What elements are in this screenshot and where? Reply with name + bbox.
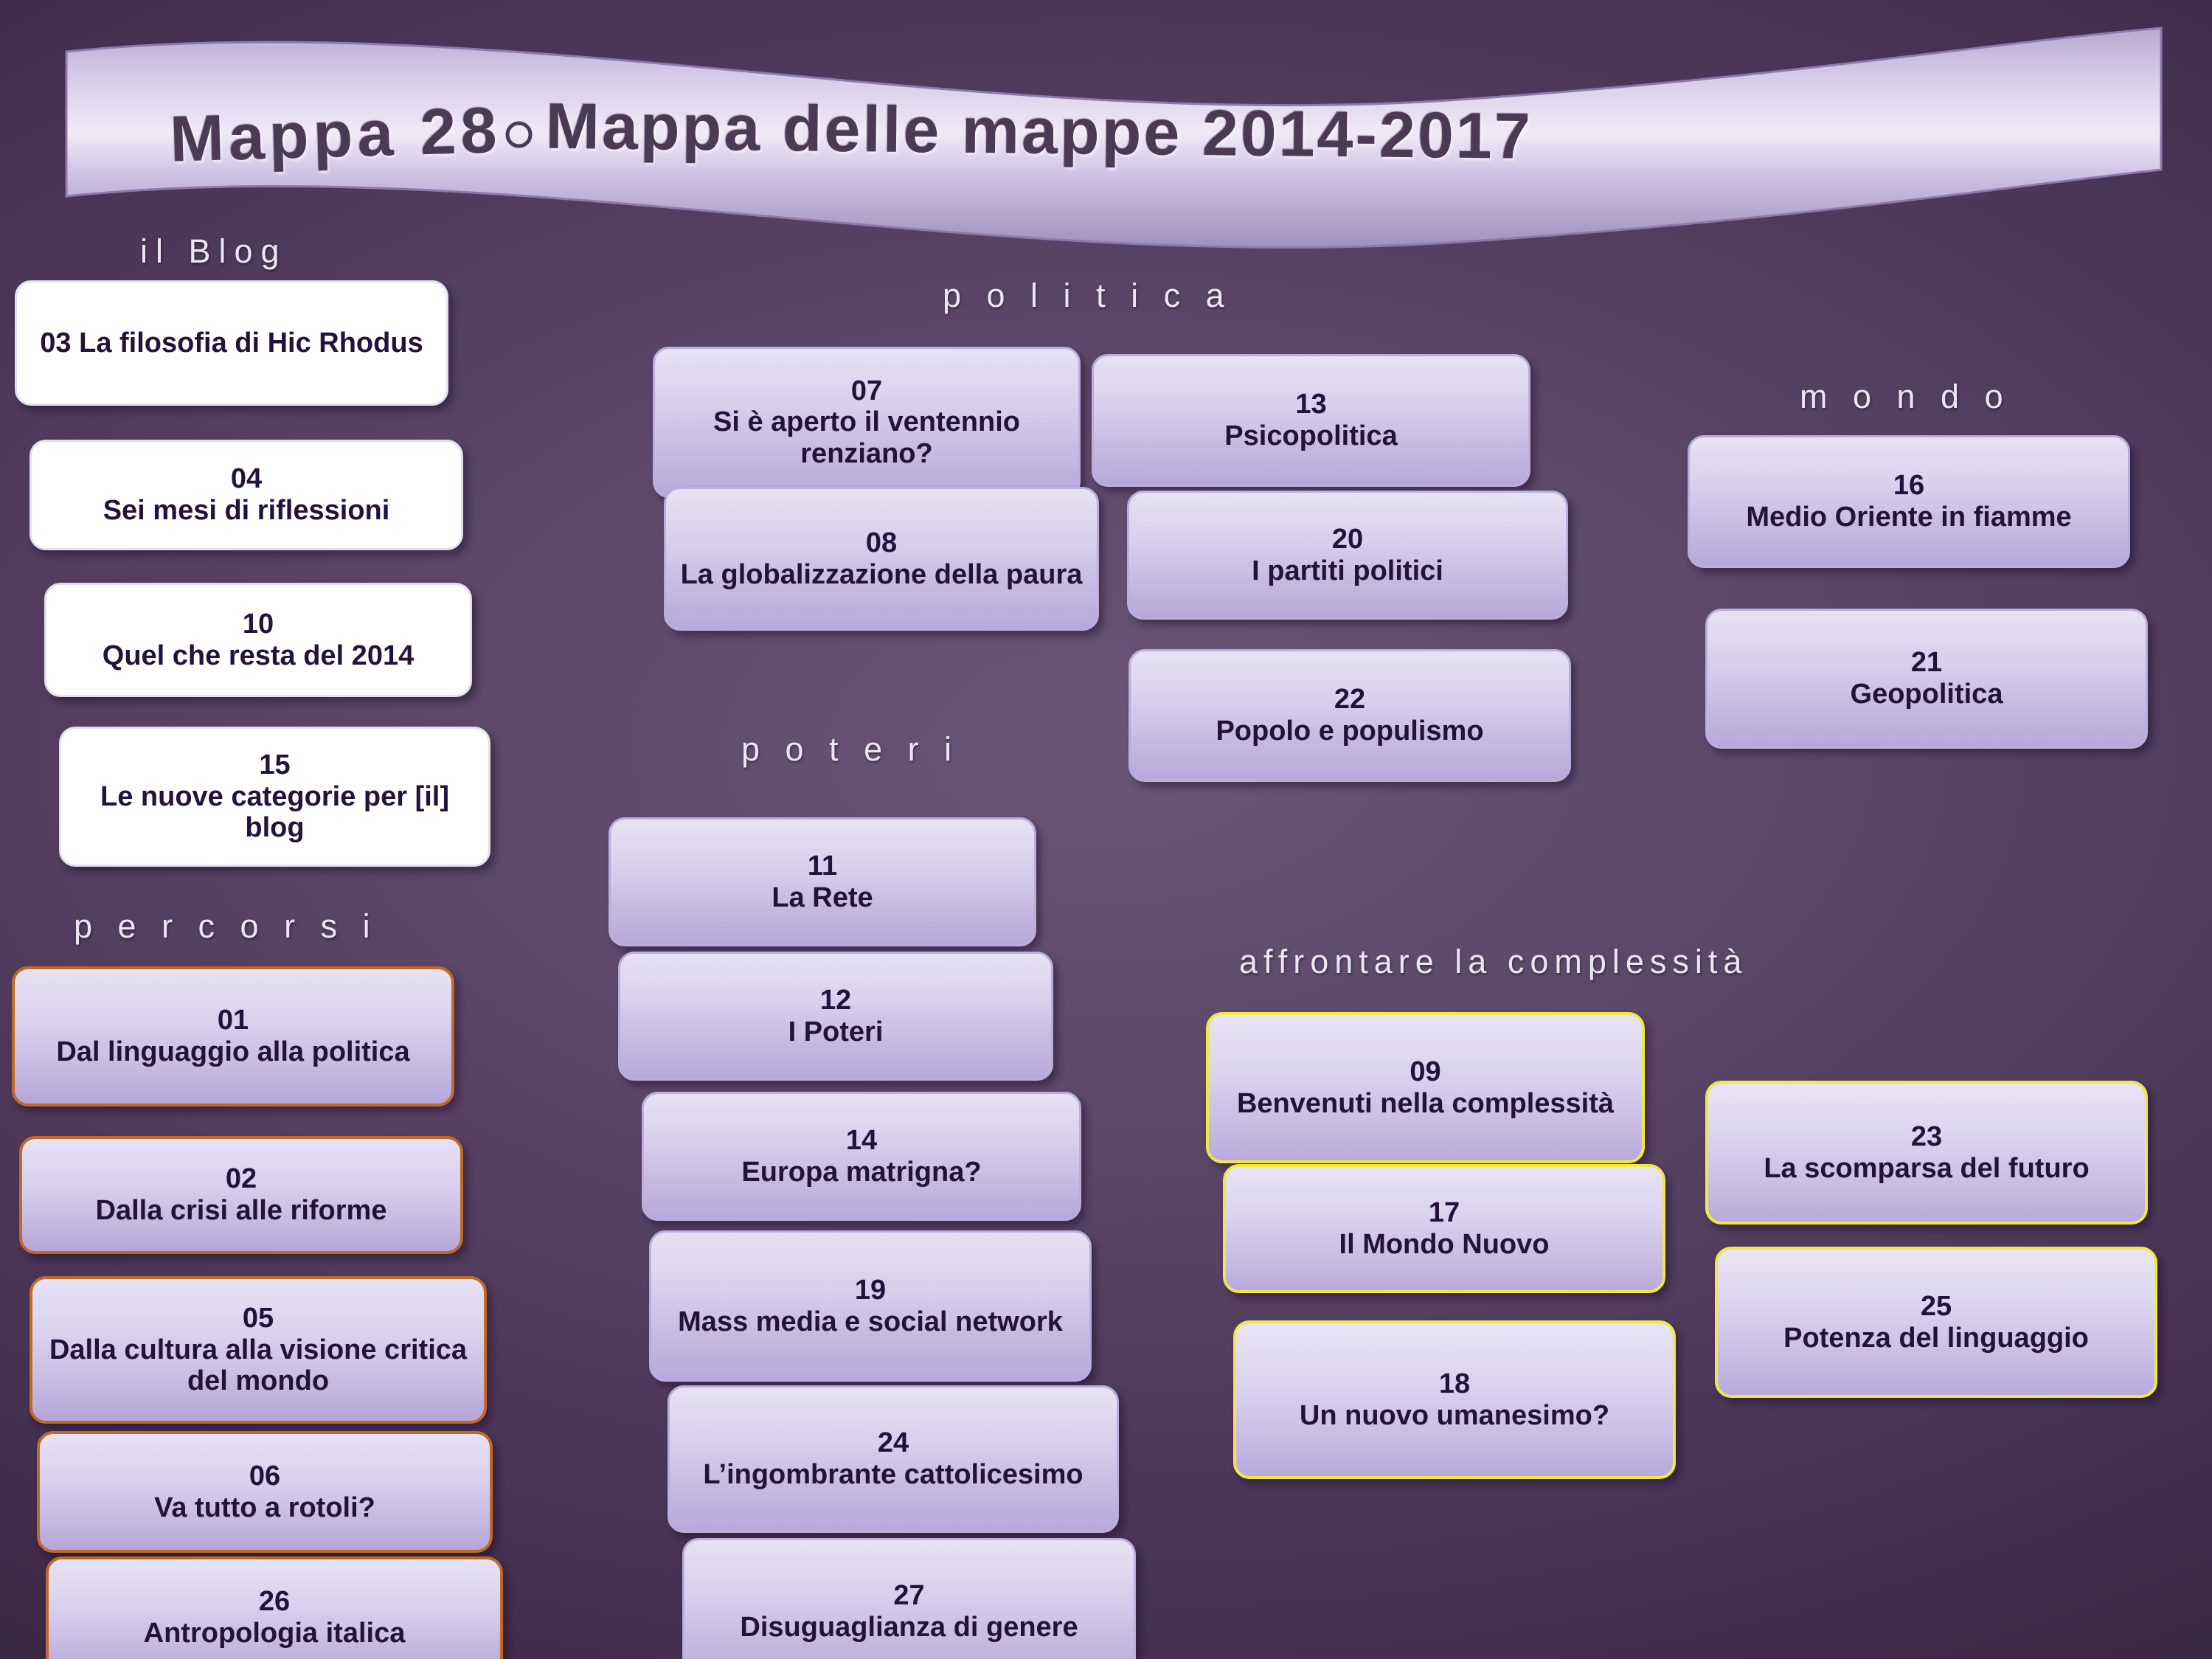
node-label: Si è aperto il ventennio renziano? [713,406,1020,469]
node-poteri-19[interactable] [649,1230,1092,1382]
node-number: 04 [230,463,263,495]
node-complessita-09[interactable] [1206,1012,1645,1163]
node-label: Mass media e social network [678,1306,1063,1337]
node-number: 02 [225,1163,257,1195]
node-mondo-21[interactable] [1705,609,2148,749]
bullet-icon [505,121,533,148]
node-number: 12 [819,984,852,1016]
node-label: Antropologia italica [143,1617,406,1649]
node-number: 21 [1910,647,1943,679]
node-label: Potenza del linguaggio [1783,1322,2089,1354]
node-percorsi-06[interactable] [37,1431,493,1553]
node-number: 06 [249,1460,281,1492]
node-number: 19 [854,1274,887,1306]
group-label-percorsi: p e r c o r s i [74,907,378,945]
group-label-poteri: p o t e r i [741,730,960,768]
node-label: Le nuove categorie per [il] blog [100,780,449,844]
node-label: Quel che resta del 2014 [102,640,415,671]
node-label: I Poteri [788,1016,884,1047]
node-number: 27 [893,1580,925,1612]
node-percorsi-05[interactable] [30,1276,487,1424]
node-label: Disuguaglianza di genere [740,1612,1078,1643]
node-politica-20[interactable] [1127,491,1568,620]
node-percorsi-01[interactable] [12,966,454,1106]
node-number: 11 [807,850,838,882]
title-part-2: Mappa delle mappe 2014-2017 [545,89,1533,173]
node-label: Popolo e populismo [1216,716,1484,747]
node-label: Geopolitica [1850,679,2003,710]
node-poteri-12[interactable] [618,952,1053,1081]
node-number: 26 [258,1585,291,1617]
node-blog-10[interactable] [44,583,472,697]
title-banner [59,22,2168,251]
node-number: 20 [1331,523,1364,555]
node-number: 08 [865,527,898,558]
node-label: Va tutto a rotoli? [154,1492,375,1523]
node-number: 24 [877,1427,909,1459]
node-label: Sei mesi di riflessioni [103,495,390,526]
node-blog-03[interactable] [15,280,448,406]
node-politica-07[interactable] [653,347,1081,498]
node-number: 05 [242,1303,274,1334]
group-label-politica: p o l i t i c a [943,277,1232,314]
node-label: Un nuovo umanesimo? [1299,1399,1610,1431]
node-label: Dalla crisi alle riforme [95,1195,387,1226]
node-percorsi-02[interactable] [19,1136,463,1254]
node-number: 17 [1428,1196,1460,1228]
node-label: La scomparsa del futuro [1764,1152,2090,1184]
group-label-mondo: m o n d o [1800,378,2011,415]
node-percorsi-26[interactable] [46,1556,503,1659]
node-complessita-17[interactable] [1223,1164,1665,1293]
node-number: 14 [845,1124,878,1156]
node-poteri-14[interactable] [642,1092,1081,1221]
node-mondo-16[interactable] [1688,435,2130,568]
node-number: 09 [1410,1056,1441,1087]
node-number: 07 [850,375,883,406]
node-number: 15 [259,749,291,781]
node-label: I partiti politici [1252,555,1443,586]
node-poteri-27[interactable] [682,1538,1136,1659]
node-blog-04[interactable] [30,440,463,550]
node-number: 10 [242,608,274,640]
node-label: Dal linguaggio alla politica [56,1036,410,1067]
node-complessita-23[interactable] [1705,1081,2148,1225]
node-label: La Rete [772,882,873,913]
node-poteri-11[interactable] [609,817,1036,946]
node-label: Psicopolitica [1224,420,1398,451]
node-number: 25 [1920,1290,1952,1322]
node-number: 16 [1893,470,1925,502]
node-label: Dalla cultura alla visione critica del mondo [49,1334,468,1397]
node-complessita-18[interactable] [1233,1320,1676,1479]
node-number: 13 [1295,389,1327,420]
node-label: Medio Oriente in fiamme [1746,502,2072,533]
node-poteri-24[interactable] [668,1385,1119,1533]
node-politica-08[interactable] [664,487,1099,631]
node-number: 23 [1910,1121,1943,1152]
node-label: La globalizzazione della paura [680,558,1083,590]
node-blog-15[interactable] [59,727,490,867]
node-number: 18 [1438,1368,1471,1399]
node-politica-22[interactable] [1128,649,1571,782]
group-label-complessita: affrontare la complessità [1239,943,1748,980]
title-part-1: Mappa 28 [169,93,502,176]
node-label: Il Mondo Nuovo [1339,1228,1550,1260]
node-number: 01 [217,1005,249,1036]
node-complessita-25[interactable] [1715,1247,2157,1398]
node-label: Benvenuti nella complessità [1236,1087,1615,1119]
node-label: 03 La filosofia di Hic Rhodus [40,327,423,359]
group-label-blog: il Blog [140,232,288,270]
node-label: Europa matrigna? [741,1156,982,1188]
node-number: 22 [1334,684,1366,716]
node-label: L’ingombrante cattolicesimo [703,1459,1084,1490]
node-politica-13[interactable] [1092,354,1530,487]
